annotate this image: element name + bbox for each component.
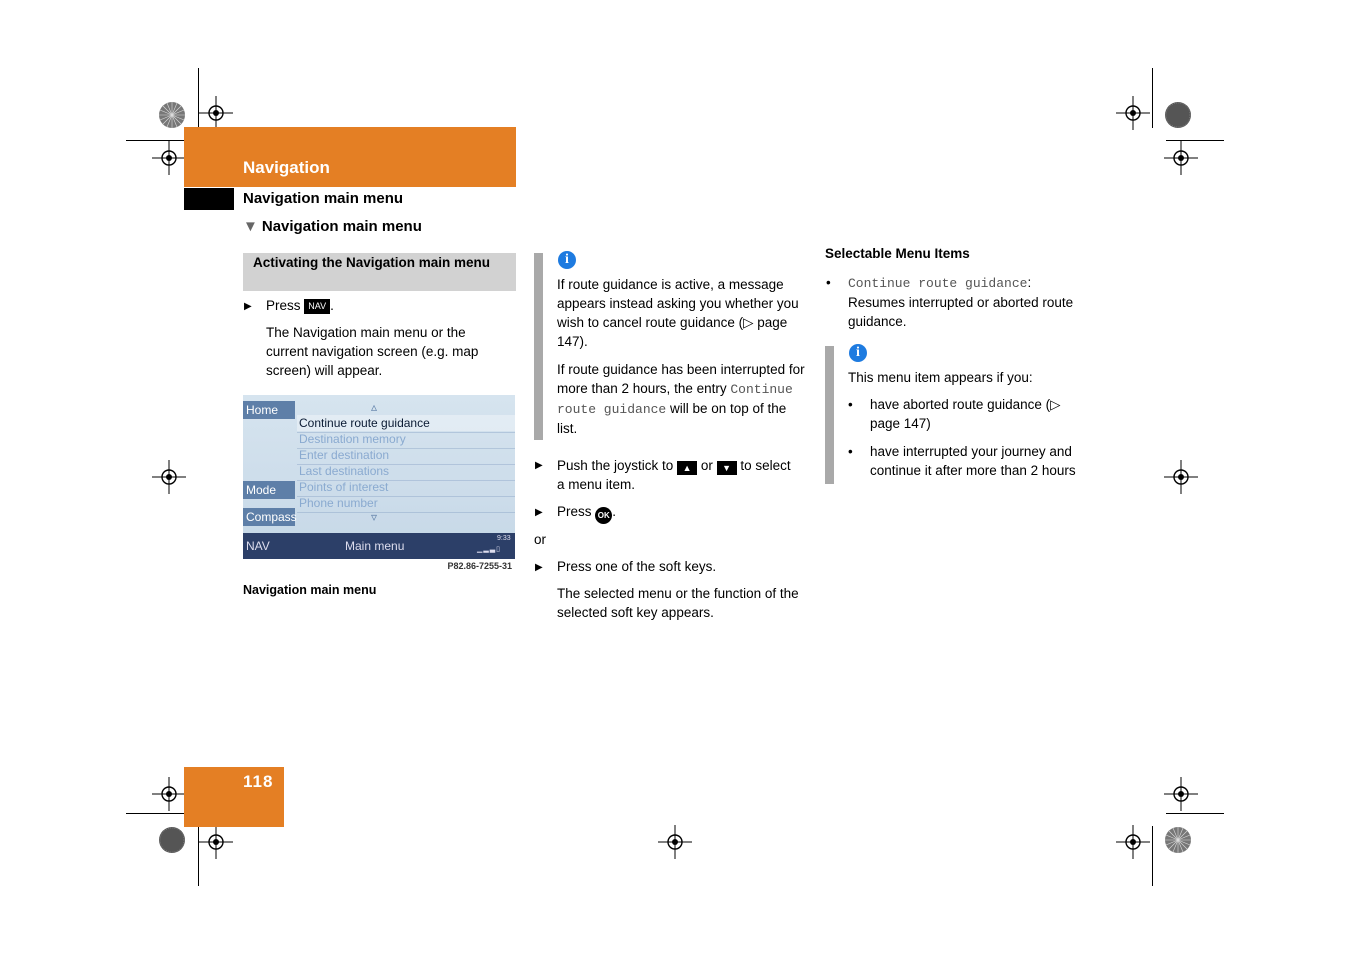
procedure-title-box xyxy=(243,253,516,291)
procedure-title: Activating the Navigation main menu xyxy=(253,255,491,270)
scroll-up-icon: ▵ xyxy=(371,400,378,414)
screen-menu-item: Enter destination xyxy=(299,448,390,462)
signal-strength-icon: ▁▂▃▯ xyxy=(477,546,502,553)
page-number: 118 xyxy=(243,772,274,791)
info-paragraph: If route guidance has been interrupted for more than 2 hours, the entry Continue route guidance will be on top of the list. xyxy=(557,362,805,436)
screen-menu-item: Continue route guidance xyxy=(299,416,430,430)
registration-mark-icon xyxy=(658,825,692,859)
info-icon: i xyxy=(849,344,867,362)
registration-mark-icon xyxy=(199,825,233,859)
color-rosette-icon xyxy=(158,101,186,129)
step-arrow-icon: ▶ xyxy=(535,507,543,518)
sub-header: Navigation main menu xyxy=(243,190,404,207)
registration-mark-icon xyxy=(152,777,186,811)
status-nav-label: NAV xyxy=(246,539,270,553)
section-header-band xyxy=(184,127,516,187)
step-result-text: The Navigation main menu or the current navigation screen (e.g. map screen) will appear. xyxy=(266,325,479,378)
image-caption: Navigation main menu xyxy=(243,583,377,597)
info-sidebar xyxy=(825,346,834,484)
step-arrow-icon: ▶ xyxy=(244,301,252,312)
section-title: Navigation xyxy=(243,158,330,177)
triangle-down-icon: ▼ xyxy=(243,218,258,235)
screen-menu-item: Points of interest xyxy=(299,480,389,494)
screen-status-bar xyxy=(243,533,515,559)
registration-mark-icon xyxy=(1164,460,1198,494)
joystick-down-icon: ▼ xyxy=(717,461,737,475)
ok-button-icon: OK xyxy=(595,507,612,524)
step-joystick: Push the joystick to ▲ or ▼ to select a menu item. xyxy=(557,458,791,492)
selectable-items-heading: Selectable Menu Items xyxy=(825,246,970,261)
nav-screen-image xyxy=(243,395,515,575)
section-heading-text: Navigation main menu xyxy=(261,218,422,235)
registration-mark-icon xyxy=(1164,141,1198,175)
registration-mark-icon xyxy=(1164,777,1198,811)
color-rosette-icon xyxy=(1164,826,1192,854)
step-soft-keys: Press one of the soft keys. xyxy=(557,559,717,574)
info-bullet-item: have aborted route guidance (▷ page 147) xyxy=(870,397,1061,431)
info-icon: i xyxy=(558,251,576,269)
image-code: P82.86-7255-31 xyxy=(447,561,512,571)
info-sidebar xyxy=(534,253,543,440)
info-bullet-item: have interrupted your journey and continue it after more than 2 hours xyxy=(870,444,1076,478)
softkey-compass: Compass xyxy=(243,508,295,526)
step-arrow-icon: ▶ xyxy=(535,460,543,471)
section-heading xyxy=(243,218,422,235)
or-text: or xyxy=(534,532,547,547)
chapter-tab-marker xyxy=(184,188,234,210)
info-intro: This menu item appears if you: xyxy=(848,370,1033,385)
screen-menu-item: Phone number xyxy=(299,496,378,510)
joystick-up-icon: ▲ xyxy=(677,461,697,475)
list-bullet: • xyxy=(826,275,831,290)
registration-mark-icon xyxy=(152,141,186,175)
menu-entry-ref: Continue route guidance xyxy=(848,276,1028,291)
status-time: 9:33 xyxy=(497,535,511,542)
step-press-nav: Press NAV . xyxy=(266,298,334,313)
info-paragraph: If route guidance is active, a message appears instead asking you whether you wish to cancel route guidance (▷ page 147). xyxy=(557,277,799,349)
registration-mark-icon xyxy=(1116,96,1150,130)
softkey-home: Home xyxy=(243,401,295,419)
color-rosette-icon xyxy=(1164,101,1192,129)
screen-menu-item: Destination memory xyxy=(299,432,406,446)
scroll-down-icon: ▿ xyxy=(371,510,378,524)
image-code-strip xyxy=(243,559,515,575)
registration-mark-icon xyxy=(199,96,233,130)
softkey-mode: Mode xyxy=(243,481,295,499)
step-result-text: The selected menu or the function of the selected soft key appears. xyxy=(557,586,799,620)
screen-menu-item: Last destinations xyxy=(299,464,390,478)
list-bullet: • xyxy=(848,397,853,412)
status-main-menu-label: Main menu xyxy=(345,539,405,553)
step-press-ok: Press OK . xyxy=(557,502,616,524)
nav-key-icon: NAV xyxy=(304,299,330,314)
registration-mark-icon xyxy=(152,460,186,494)
menu-entry-ref: Continue route guidance xyxy=(557,382,793,417)
menu-item-entry: Continue route guidance: Resumes interrupted or aborted route guidance. xyxy=(848,275,1074,329)
list-bullet: • xyxy=(848,444,853,459)
registration-mark-icon xyxy=(1116,825,1150,859)
color-rosette-icon xyxy=(158,826,186,854)
step-arrow-icon: ▶ xyxy=(535,562,543,573)
